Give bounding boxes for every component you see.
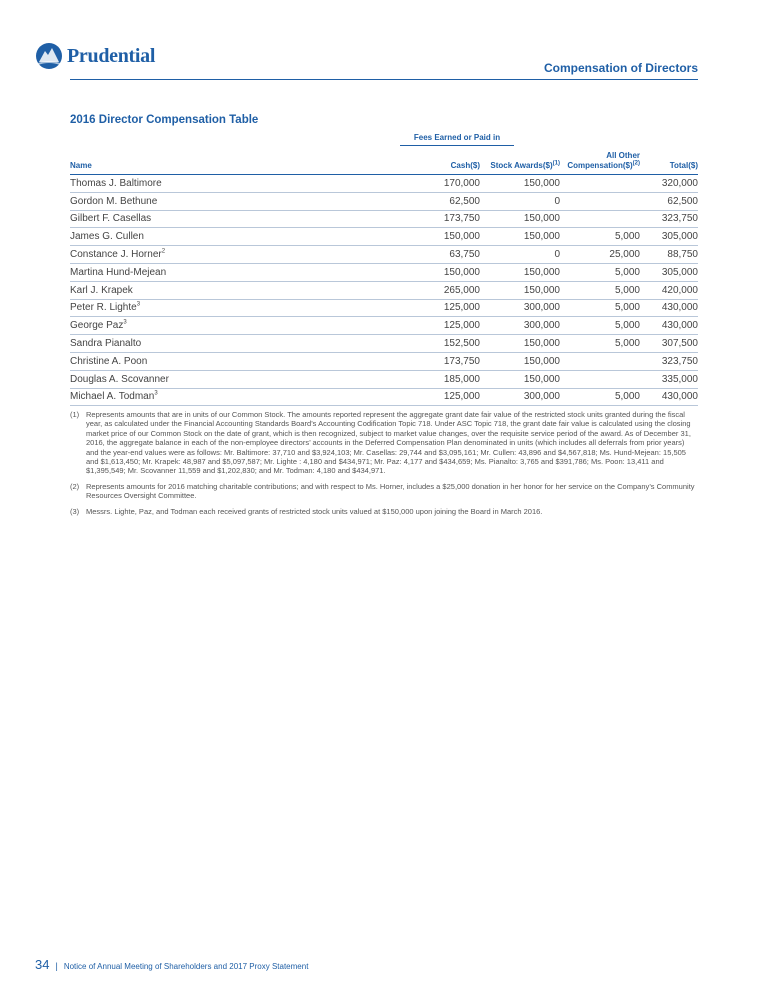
- director-name: Gordon M. Bethune: [70, 192, 400, 210]
- other-value: 5,000: [560, 281, 640, 299]
- director-name: Sandra Pianalto: [70, 335, 400, 353]
- total-value: 305,000: [640, 263, 698, 281]
- cash-value: 152,500: [400, 335, 480, 353]
- header-stock-footnote: (1): [552, 160, 560, 167]
- footer-title: Notice of Annual Meeting of Shareholders and 2017 Proxy Statement: [63, 962, 309, 971]
- director-name: Thomas J. Baltimore: [70, 175, 400, 193]
- total-value: 307,500: [640, 335, 698, 353]
- director-name: Constance J. Horner$^2$: [70, 246, 400, 264]
- stock-value: 150,000: [480, 335, 560, 353]
- cash-value: 265,000: [400, 281, 480, 299]
- total-value: 335,000: [640, 370, 698, 388]
- footnote-number: (2): [70, 481, 80, 491]
- cash-value: 173,750: [400, 352, 480, 370]
- section-title: Compensation of Directors: [543, 61, 698, 75]
- table-row: [70, 388, 698, 406]
- total-value: 430,000: [640, 317, 698, 335]
- stock-value: 300,000: [480, 317, 560, 335]
- footnotes: [70, 410, 698, 522]
- total-value: 62,500: [640, 192, 698, 210]
- footnote-number: (1): [70, 410, 80, 419]
- director-name: James G. Cullen: [70, 228, 400, 246]
- footer-separator: |: [55, 961, 58, 971]
- table-row: [70, 370, 698, 388]
- director-name: Karl J. Krapek: [70, 281, 400, 299]
- rock-of-gibraltar-icon: [35, 42, 63, 70]
- cash-value: 125,000: [400, 299, 480, 317]
- other-value: [560, 352, 640, 370]
- table-row: [70, 192, 698, 210]
- stock-value: 0: [480, 246, 560, 264]
- table-row: [70, 228, 698, 246]
- other-value: [560, 192, 640, 210]
- table-row: [70, 210, 698, 228]
- cash-value: 125,000: [400, 317, 480, 335]
- stock-value: 150,000: [480, 175, 560, 193]
- other-value: 5,000: [560, 263, 640, 281]
- header-divider: [70, 79, 698, 80]
- total-value: 88,750: [640, 246, 698, 264]
- footnote-2: [70, 482, 698, 501]
- cash-value: 150,000: [400, 228, 480, 246]
- table-row: [70, 281, 698, 299]
- cash-value: 173,750: [400, 210, 480, 228]
- other-value: 25,000: [560, 246, 640, 264]
- logo-wordmark: Prudential: [67, 44, 156, 67]
- director-name: Gilbert F. Casellas: [70, 210, 400, 228]
- total-value: 320,000: [640, 175, 698, 193]
- table-row: [70, 352, 698, 370]
- other-value: 5,000: [560, 335, 640, 353]
- table-row: [70, 317, 698, 335]
- stock-value: 300,000: [480, 299, 560, 317]
- header-other: [560, 151, 640, 175]
- other-value: 5,000: [560, 317, 640, 335]
- cash-value: 150,000: [400, 263, 480, 281]
- stock-value: 300,000: [480, 388, 560, 406]
- total-value: 420,000: [640, 281, 698, 299]
- page-footer: [35, 957, 308, 972]
- director-name: Peter R. Lighte$^3$: [70, 299, 400, 317]
- director-name: Martina Hund-Mejean: [70, 263, 400, 281]
- table-row: [70, 246, 698, 264]
- footnote-text: Represents amounts that are in units of our Common Stock. The amounts reported represent the aggregate grant date fair value of the restricted stock units granted during the fiscal year, as calculated under the Financial Accounting Standards Board’s Accounting Codification Topic 718. Under ASC Topic 718, the grant date fair value is calculated using the closing market price of our Common Stock on the date of grant, which is then recognized, subject to market value changes, over the requisite service period of the award. As of December 31, 2016, the aggregate balance in each of the non-employee directors’ accounts in the Deferred Compensation Plan denominated in units (which includes all deferrals from prior years) and the year-end values were as follows: Mr. Baltimore: 37,710 and $3,924,103; Mr. Casellas: 29,744 and $3,095,161; Mr. Cullen: 43,896 and $4,567,818; Ms. Hund-Mejean: 15,505 and $1,613,450; Mr. Krapek: 48,987 and $5,097,587; Mr. Lighte : 4,180 and $434,971; Mr. Paz: 4,177 and $434,659; Ms. Pianalto: 3,765 and $391,786; Ms. Poon: 13,411 and $1,395,549; Mr. Scovanner 11,559 and $1,202,830; and Mr. Todman: 4,180 and $434,971.: [86, 410, 691, 476]
- table-body: [70, 175, 698, 406]
- director-name: Douglas A. Scovanner: [70, 370, 400, 388]
- cash-value: 125,000: [400, 388, 480, 406]
- stock-value: 150,000: [480, 228, 560, 246]
- total-value: 305,000: [640, 228, 698, 246]
- other-value: [560, 175, 640, 193]
- page-number: 34: [35, 957, 50, 972]
- table-row: [70, 175, 698, 193]
- stock-value: 150,000: [480, 370, 560, 388]
- fees-group-header: Fees Earned or Paid in: [400, 133, 514, 146]
- total-value: 430,000: [640, 388, 698, 406]
- other-value: [560, 210, 640, 228]
- other-value: 5,000: [560, 228, 640, 246]
- table-header-row: [70, 151, 698, 175]
- table-row: [70, 335, 698, 353]
- other-value: 5,000: [560, 388, 640, 406]
- stock-value: 150,000: [480, 210, 560, 228]
- table-title: 2016 Director Compensation Table: [70, 114, 259, 126]
- director-compensation-table: [70, 151, 698, 406]
- table-row: [70, 299, 698, 317]
- header-total: Total($): [640, 151, 698, 175]
- header-other-footnote: (2): [632, 160, 640, 167]
- header-other-label: All Other Compensation($): [567, 151, 640, 170]
- stock-value: 150,000: [480, 281, 560, 299]
- cash-value: 185,000: [400, 370, 480, 388]
- header-name: Name: [70, 151, 400, 175]
- header-stock-label: Stock Awards($): [490, 161, 553, 170]
- director-name: Michael A. Todman$^3$: [70, 388, 400, 406]
- footnote-number: (3): [70, 506, 80, 516]
- footnote-text: Messrs. Lighte, Paz, and Todman each received grants of restricted stock units valued at $150,000 upon joining the Board in March 2016.: [86, 506, 543, 516]
- stock-value: 0: [480, 192, 560, 210]
- header-stock: [480, 151, 560, 175]
- header-cash: Cash($): [400, 151, 480, 175]
- footnote-1: [70, 410, 698, 476]
- cash-value: 170,000: [400, 175, 480, 193]
- footnote-3: [70, 507, 698, 516]
- prudential-logo: [35, 42, 155, 70]
- total-value: 430,000: [640, 299, 698, 317]
- other-value: [560, 370, 640, 388]
- director-name: George Paz$^3$: [70, 317, 400, 335]
- stock-value: 150,000: [480, 352, 560, 370]
- other-value: 5,000: [560, 299, 640, 317]
- cash-value: 62,500: [400, 192, 480, 210]
- stock-value: 150,000: [480, 263, 560, 281]
- total-value: 323,750: [640, 352, 698, 370]
- director-name: Christine A. Poon: [70, 352, 400, 370]
- footnote-text: Represents amounts for 2016 matching charitable contributions; and with respect to Ms. Horner, includes a $25,000 donation in her honor for her service on the Company’s Community Resources Oversight Committee.: [86, 481, 695, 501]
- cash-value: 63,750: [400, 246, 480, 264]
- table-row: [70, 263, 698, 281]
- total-value: 323,750: [640, 210, 698, 228]
